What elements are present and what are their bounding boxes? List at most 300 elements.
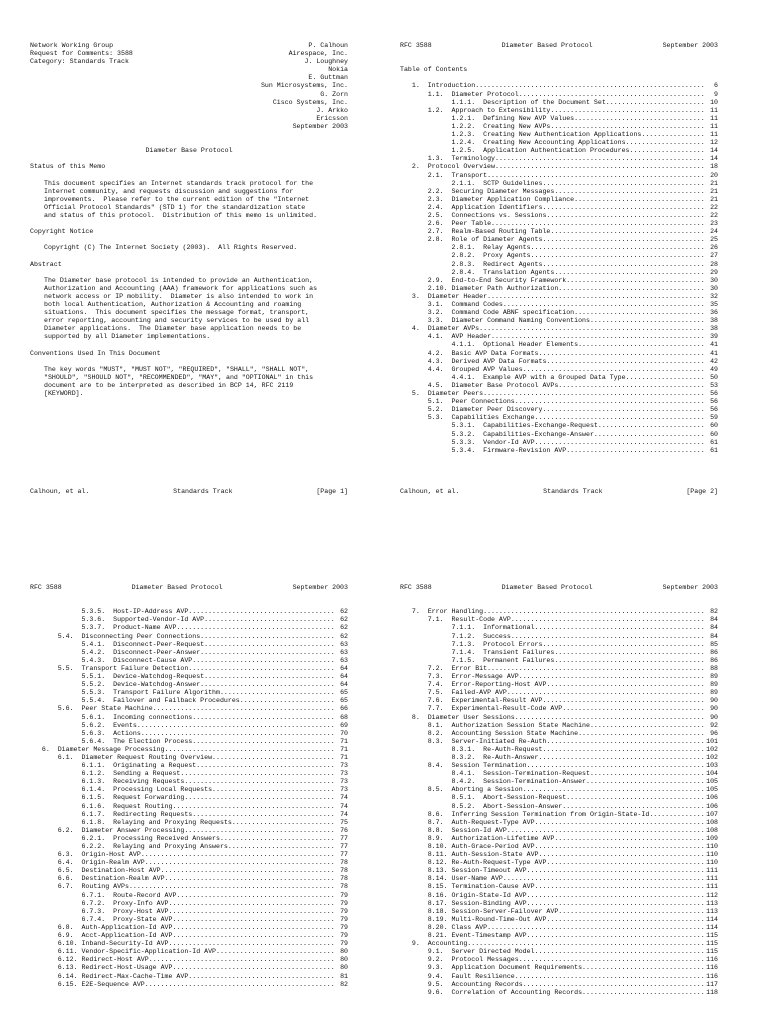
toc-entry[interactable] [400,778,718,786]
header-title: Diameter Based Protocol [501,584,593,591]
toc-entry-title: Diameter Peers [427,390,484,398]
footer-author: Calhoun, et al. [30,488,90,495]
toc-entry[interactable] [400,738,718,746]
toc-entry[interactable] [400,924,718,932]
toc-entry[interactable] [400,867,718,875]
toc-entry-number: 5.3.2. [400,430,484,438]
toc-entry-number: 7.1. [400,616,452,624]
toc-entry[interactable] [400,422,718,430]
toc-leader-dots [542,406,704,414]
toc-entry-title: Multi-Round-Time-Out AVP [451,915,547,923]
toc-entry[interactable] [30,722,348,730]
toc-entry-page: 78 [340,883,348,891]
toc-leader-dots [188,608,334,616]
toc-leader-dots [169,900,334,908]
toc-entry[interactable] [400,859,718,867]
toc-entry[interactable] [400,439,718,447]
toc-entry[interactable] [30,641,348,649]
toc-entry[interactable] [30,794,348,802]
toc-entry-number: 6.6. [30,875,82,883]
toc-entry-page: 14 [710,147,718,155]
toc-entry-page: 81 [340,972,348,980]
toc-entry[interactable] [400,172,718,180]
toc-entry-number: 6.7.2. [30,899,114,907]
toc-entry[interactable] [30,754,348,762]
toc-entry[interactable] [400,431,718,439]
toc-entry[interactable] [400,244,718,252]
toc-entry[interactable] [400,973,718,981]
toc-entry-number: 6.3. [30,851,82,859]
toc-entry[interactable] [30,924,348,932]
toc-entry-number: 1.1.1. [400,98,484,106]
toc-entry-title: Termination-Cause AVP [451,883,535,891]
toc-entry-title: Diameter AVPs [427,325,480,333]
toc-entry-title: Origin-Realm AVP [81,859,145,867]
toc-entry[interactable] [400,657,718,665]
toc-entry[interactable] [400,851,718,859]
toc-entry[interactable] [400,908,718,916]
toc-entry[interactable] [400,665,718,673]
toc-entry-page: 113 [706,899,718,907]
toc-leader-dots [527,892,704,900]
toc-entry[interactable] [30,624,348,632]
header-date: September 2003 [292,584,348,591]
toc-entry[interactable] [30,948,348,956]
toc-entry-page: 114 [706,923,718,931]
toc-entry[interactable] [400,883,718,891]
front-matter-line [30,99,348,107]
toc-entry[interactable] [30,762,348,770]
toc-entry[interactable] [30,883,348,891]
front-matter-line [30,58,348,66]
toc-entry[interactable] [400,827,718,835]
toc-entry-number: 3.3. [400,317,452,325]
toc-entry[interactable] [30,981,348,989]
toc-entry[interactable] [400,948,718,956]
toc-entry[interactable] [400,220,718,228]
header-date: September 2003 [662,42,718,49]
toc-leader-dots [145,859,334,867]
toc-entry-title: Experimental-Result AVP [451,697,543,705]
toc-entry[interactable] [30,819,348,827]
toc-entry-title: Example AVP with a Grouped Data Type [483,373,626,381]
toc-entry[interactable] [30,786,348,794]
toc-entry[interactable] [400,188,718,196]
toc-entry[interactable] [400,131,718,139]
toc-leader-dots [212,754,334,762]
toc-entry[interactable] [400,616,718,624]
toc-entry-number: 2.8.2. [400,252,484,260]
toc-entry-page: 36 [710,309,718,317]
toc-entry-title: Error-Message AVP [451,673,519,681]
toc-entry[interactable] [400,333,718,341]
toc-entry[interactable] [400,989,718,997]
toc-entry-number: 5. [400,390,428,398]
toc-entry-number: 4.3. [400,357,452,365]
toc-entry-title: Diameter Command Naming Conventions [451,317,590,325]
toc-entry[interactable] [400,681,718,689]
toc-entry[interactable] [400,390,718,398]
toc-leader-dots [487,172,704,180]
front-matter-line [30,74,348,82]
header-title: Diameter Based Protocol [501,42,593,49]
toc-entry[interactable] [400,730,718,738]
toc-entry-number: 6.7. [30,883,82,891]
toc-entry-title: Correlation of Accounting Records [451,988,583,996]
toc-entry[interactable] [30,714,348,722]
toc-leader-dots [554,835,704,843]
toc-entry-title: Failover and Failback Procedures [113,697,240,705]
toc-entry[interactable] [400,754,718,762]
toc-entry-number: 2.6. [400,220,452,228]
toc-entry-title: Class AVP [451,923,488,931]
toc-entry[interactable] [30,657,348,665]
toc-entry-page: 110 [706,851,718,859]
page-1 [30,42,348,495]
toc-entry-number: 8.6. [400,810,452,818]
toc-entry-page: 108 [706,826,718,834]
toc-entry[interactable] [30,932,348,940]
toc-entry[interactable] [30,778,348,786]
toc-leader-dots [546,358,704,366]
toc-entry[interactable] [400,236,718,244]
toc-entry-title: Session Termination [451,762,527,770]
toc-entry[interactable] [30,738,348,746]
toc-entry[interactable] [400,746,718,754]
toc-entry-number: 8.20. [400,923,452,931]
toc-entry[interactable] [400,277,718,285]
toc-entry[interactable] [30,851,348,859]
toc-leader-dots [475,82,704,90]
toc-leader-dots [626,374,704,382]
front-matter-left: Request for Comments: 3588 [30,50,133,58]
toc-entry[interactable] [400,803,718,811]
toc-entry[interactable] [400,875,718,883]
toc-entry-page: 70 [340,729,348,737]
toc-entry[interactable] [30,697,348,705]
toc-entry-number: 5.3.3. [400,438,484,446]
toc-entry[interactable] [30,608,348,616]
toc-entry[interactable] [400,350,718,358]
toc-entry[interactable] [400,155,718,163]
toc-entry[interactable] [400,317,718,325]
toc-entry[interactable] [400,414,718,422]
toc-entry-title: Server Directed Model [451,948,535,956]
toc-entry[interactable] [400,633,718,641]
toc-leader-dots [204,616,334,624]
toc-entry-title: Auth-Request-Type AVP [451,818,535,826]
toc-entry[interactable] [400,252,718,260]
toc-entry-title: Routing AVPs [81,883,129,891]
toc-entry-page: 78 [340,875,348,883]
toc-entry[interactable] [400,705,718,713]
toc-leader-dots [200,633,334,641]
toc-entry[interactable] [400,82,718,90]
toc-leader-dots [542,746,704,754]
toc-entry[interactable] [30,770,348,778]
toc-entry-title: Proxy-Host AVP [113,907,169,915]
toc-entry-title: Accounting Session State Machine [451,729,579,737]
toc-entry[interactable] [30,867,348,875]
toc-entry-page: 79 [340,899,348,907]
toc-entry[interactable] [30,803,348,811]
toc-entry[interactable] [400,115,718,123]
toc-entry[interactable] [400,697,718,705]
toc-entry-page: 111 [706,867,718,875]
toc-entry[interactable] [400,794,718,802]
toc-entry[interactable] [30,875,348,883]
toc-entry[interactable] [30,633,348,641]
toc-entry[interactable] [400,786,718,794]
toc-entry-number: 6.1.2. [30,770,114,778]
conventions-text: The key words "MUST", "MUST NOT", "REQUIRED", "SHALL", "SHALL NOT", "SHOULD", "SHOULD NOT", "RECOMMENDED", "MAY", and "OPTIONAL" in this document are to be interpreted as described in BCP 14, RFC 2119 [KEYWORD]. [44,365,314,398]
toc-entry-page: 105 [706,778,718,786]
toc-entry-title: Redirecting Requests [113,810,193,818]
toc-entry-number: 8.18. [400,907,452,915]
toc-entry-page: 115 [706,940,718,948]
toc-entry[interactable] [400,608,718,616]
toc-entry[interactable] [400,293,718,301]
toc-entry-page: 114 [706,915,718,923]
toc-entry-title: Re-Auth-Answer [483,753,539,761]
toc-entry[interactable] [30,916,348,924]
toc-entry[interactable] [30,746,348,754]
toc-entry[interactable] [30,689,348,697]
status-text: This document specifies an Internet standards track protocol for the Internet community, and requests discussion and suggestions for improvements. Please refer to the current edition of the "Internet Official Protocol Standards" (STD 1) for the standardization state and status of this protocol. Distribution of this memo is unlimited. [44,179,318,219]
toc-leader-dots [515,398,704,406]
toc-entry[interactable] [400,892,718,900]
toc-entry[interactable] [30,649,348,657]
toc-entry-title: Diameter User Sessions [427,713,515,721]
toc-entry[interactable] [400,212,718,220]
front-matter [30,42,348,131]
toc-leader-dots [594,431,704,439]
toc-entry[interactable] [400,932,718,940]
toc-entry-title: Application Document Requirements [451,964,583,972]
toc-leader-dots [546,916,704,924]
toc-entry[interactable] [30,673,348,681]
toc-entry[interactable] [400,981,718,989]
toc-entry-title: Capabilities-Exchange-Request [483,422,598,430]
toc-entry[interactable] [400,956,718,964]
toc-entry-page: 84 [710,632,718,640]
toc-entry[interactable] [400,722,718,730]
header-rfc: RFC 3588 [400,584,432,591]
toc-leader-dots [184,827,334,835]
toc-entry-page: 89 [710,689,718,697]
toc-entry[interactable] [400,374,718,382]
toc-entry[interactable] [400,269,718,277]
toc-entry-number: 4.4. [400,365,452,373]
toc-entry-page: 77 [340,851,348,859]
toc-entry[interactable] [400,196,718,204]
toc-entry[interactable] [400,309,718,317]
toc-entry[interactable] [30,956,348,964]
toc-entry-page: 79 [340,891,348,899]
toc-entry-title: Session-Termination-Answer [483,778,586,786]
toc-entry[interactable] [400,91,718,99]
toc-entry[interactable] [400,358,718,366]
toc-entry[interactable] [400,673,718,681]
toc-entry[interactable] [400,325,718,333]
toc-entry-number: 8.9. [400,834,452,842]
toc-entry[interactable] [400,204,718,212]
toc-entry[interactable] [400,843,718,851]
toc-entry[interactable] [400,180,718,188]
toc-entry-number: 2.8.3. [400,260,484,268]
toc-entry[interactable] [400,762,718,770]
toc-entry[interactable] [30,616,348,624]
toc-entry[interactable] [400,261,718,269]
toc-entry-number: 9.2. [400,956,452,964]
front-matter-left: Network Working Group [30,42,114,49]
toc-entry-title: Creating New Authentication Applications [483,131,642,139]
toc-entry[interactable] [400,99,718,107]
toc-entry[interactable] [30,730,348,738]
toc-leader-dots [649,811,704,819]
toc-entry-title: Diameter Application Compliance [451,195,575,203]
toc-entry-number: 6.14. [30,972,82,980]
toc-entry[interactable] [30,811,348,819]
toc-entry[interactable] [400,341,718,349]
toc-entry[interactable] [30,892,348,900]
toc-leader-dots [527,762,704,770]
toc-entry[interactable] [400,916,718,924]
toc-leader-dots [535,819,704,827]
toc-entry[interactable] [400,964,718,972]
toc-entry-number: 7.3. [400,673,452,681]
toc-entry[interactable] [30,964,348,972]
toc-entry-title: Description of the Document Set [483,98,606,106]
toc-entry-title: Derived AVP Data Formats [451,357,547,365]
toc-entry[interactable] [30,827,348,835]
toc-entry[interactable] [30,859,348,867]
toc-entry[interactable] [400,689,718,697]
toc-leader-dots [141,851,334,859]
toc-entry[interactable] [400,147,718,155]
toc-entry-title: Accounting Records [451,980,523,988]
footer-author: Calhoun, et al. [400,488,460,495]
toc-entry-title: Origin-Host AVP [81,851,141,859]
toc-entry-title: Inferring Session Termination from Origin-State-Id [451,810,650,818]
toc-entry-title: Error Bit [451,664,488,672]
toc-entry-number: 8.16. [400,891,452,899]
toc-entry[interactable] [30,908,348,916]
toc-entry[interactable] [400,163,718,171]
toc-entry[interactable] [30,705,348,713]
toc-entry-page: 27 [710,252,718,260]
toc-entry-title: Failed-AVP AVP [451,689,507,697]
toc-leader-dots [184,794,334,802]
toc-entry-page: 62 [340,616,348,624]
toc-entry-number: 8.10. [400,843,452,850]
toc-leader-dots [558,908,704,916]
toc-entry-page: 22 [710,203,718,211]
toc-entry[interactable] [400,641,718,649]
toc-entry-number: 4.2. [400,349,452,357]
toc-leader-dots [641,131,704,139]
toc-entry-page: 90 [710,713,718,721]
toc-leader-dots [626,139,704,147]
toc-entry[interactable] [400,819,718,827]
front-matter-line [30,115,348,123]
toc-entry-number: 5.3.5. [30,608,114,616]
toc-entry-number: 6.1.3. [30,778,114,786]
toc-entry-number: 5.5.1. [30,673,114,681]
toc-entry[interactable] [400,123,718,131]
toc-entry[interactable] [400,835,718,843]
toc-entry-page: 28 [710,260,718,268]
toc-entry[interactable] [30,681,348,689]
toc-entry-page: 22 [710,211,718,219]
toc-entry[interactable] [30,665,348,673]
toc-entry[interactable] [30,843,348,851]
toc-entry-number: 8.5.1. [400,794,484,802]
toc-entry-title: Destination-Realm AVP [81,875,165,883]
toc-entry-number: 5.6.4. [30,737,114,745]
front-matter-line [30,50,348,58]
toc-entry[interactable] [400,382,718,390]
toc-entry[interactable] [400,301,718,309]
toc-entry[interactable] [400,770,718,778]
toc-entry[interactable] [30,940,348,948]
toc-entry[interactable] [400,366,718,374]
toc-leader-dots [232,819,334,827]
toc-entry-title: Device-Watchdog-Answer [113,681,201,689]
toc-leader-dots [220,835,334,843]
toc-entry-page: 64 [340,681,348,689]
toc-entry-page: 21 [710,195,718,203]
toc-entry-page: 73 [340,762,348,770]
toc-entry[interactable] [400,649,718,657]
toc-entry[interactable] [30,900,348,908]
toc-entry[interactable] [400,406,718,414]
toc-entry[interactable] [400,624,718,632]
toc-entry[interactable] [400,285,718,293]
toc-entry-page: 29 [710,268,718,276]
toc-entry[interactable] [400,398,718,406]
toc-entry-page: 9 [714,90,718,98]
toc-entry-page: 89 [710,681,718,689]
toc-leader-dots [590,317,704,325]
toc-entry[interactable] [400,447,718,455]
toc-entry[interactable] [400,139,718,147]
toc-leader-dots [192,657,334,665]
toc-entry[interactable] [400,811,718,819]
toc-leader-dots [216,948,334,956]
toc-entry-page: 82 [340,980,348,988]
toc-leader-dots [574,196,704,204]
toc-entry-page: 115 [706,948,718,956]
toc-leader-dots [586,778,704,786]
toc-entry[interactable] [400,900,718,908]
abstract-heading: Abstract [30,260,62,268]
toc-entry-number: 1.2.5. [400,147,484,155]
toc-leader-dots [542,697,704,705]
toc-entry[interactable] [400,714,718,722]
toc-entry[interactable] [400,940,718,948]
toc-entry-title: Error Handling [427,608,484,616]
toc-entry[interactable] [30,835,348,843]
toc-entry-title: Accounting [427,940,468,948]
toc-entry-title: Acct-Application-Id AVP [81,932,173,940]
toc-entry[interactable] [30,973,348,981]
toc-leader-dots [176,624,334,632]
toc-entry[interactable] [400,228,718,236]
toc-entry-title: Session-Server-Failover AVP [451,907,559,915]
toc-leader-dots [582,989,704,997]
toc-entry[interactable] [400,107,718,115]
